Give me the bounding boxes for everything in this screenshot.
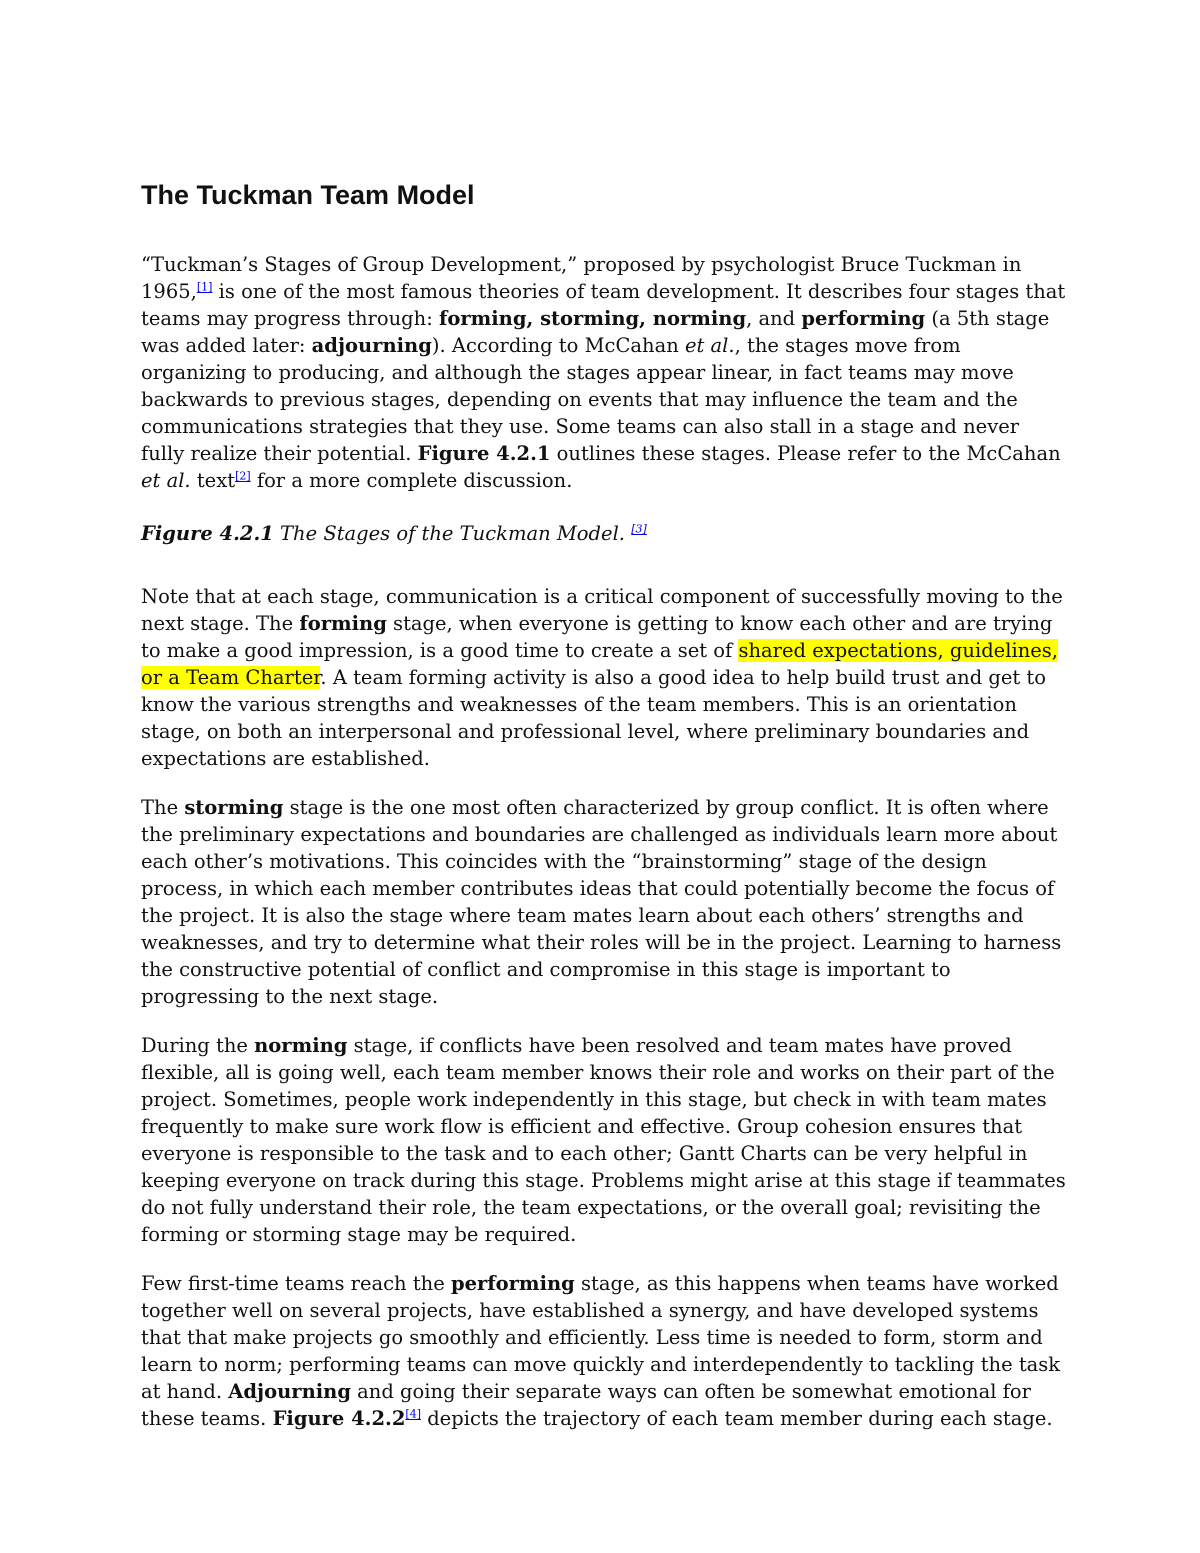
forming-text-1: Note that at each stage, communication is a critical component of successfully moving to the next stage. The [141, 585, 1063, 635]
intro-text-6: , the stages move from organizing to producing, and although the stages appear linear, in fact teams may move backwards to previous stages, depending on events that may influence the team and the communications strategies that they use. Some teams can also stall in a stage and never fully realize their potential. [141, 334, 1020, 465]
storming-paragraph [141, 794, 1066, 1010]
forming-bold: forming [299, 612, 387, 635]
performing-paragraph [141, 1270, 1066, 1432]
intro-text-5: ). According to McCahan [431, 334, 685, 357]
forming-text-2: stage, when everyone is getting to know each other and are trying to make a good impression, is a good time to create a set of [141, 612, 1053, 662]
footnote-link-4[interactable]: [4] [405, 1407, 421, 1421]
norming-paragraph [141, 1032, 1066, 1248]
et-al-italic-2: et al. [141, 469, 191, 492]
caption-figure-number: Figure 4.2.1 [141, 522, 274, 545]
performing-bold: performing [801, 307, 926, 330]
performing-text-3: and going their separate ways can often be somewhat emotional for these teams. [141, 1380, 1031, 1430]
norming-text-2: stage, if conflicts have been resolved and team mates have proved flexible, all is going well, each team member knows their role and works on their part of the project. Sometimes, people work independently in this stage, but check in with team mates frequently to make sure work flow is efficient and effective. Group cohesion ensures that everyone is responsible to the task and to each other; Gantt Charts can be very helpful in keeping everyone on track during this stage. Problems might arise at this stage if teammates do not fully understand their role, the team expectations, or the overall goal; revisiting the forming or storming stage may be required. [141, 1034, 1066, 1246]
performing-text-4: depicts the trajectory of each team member during each stage. [421, 1407, 1053, 1430]
document-body [141, 178, 1066, 1454]
forming-paragraph [141, 583, 1066, 772]
adjourning-stage-bold: Adjourning [228, 1380, 351, 1403]
performing-text-1: Few first-time teams reach the [141, 1272, 451, 1295]
figure-422-bold: Figure 4.2.2 [272, 1407, 406, 1430]
highlighted-text: shared expectations, guidelines, or a Team Charter [141, 639, 1059, 689]
storming-text-2: stage is the one most often characterized by group conflict. It is often where the preliminary expectations and boundaries are challenged as individuals learn more about each other’s motivations. This coincides with the “brainstorming” stage of the design process, in which each member contributes ideas that could potentially become the focus of the project. It is also the stage where team mates learn about each others’ strengths and weaknesses, and try to determine what their roles will be in the project. Learning to harness the constructive potential of conflict and compromise in this stage is important to progressing to the next stage. [141, 796, 1062, 1008]
footnote-link-2[interactable]: [2] [235, 469, 251, 483]
forming-text-3: . A team forming activity is also a good idea to help build trust and get to know the various strengths and weaknesses of the team members. This is an orientation stage, on both an interpersonal and professional level, where preliminary boundaries and expectations are established. [141, 666, 1047, 770]
intro-text-1: “Tuckman’s Stages of Group Development,” proposed by psychologist Bruce Tuckman in 1965, [141, 253, 1022, 303]
intro-text-2: is one of the most famous theories of team development. It describes four stages that teams may progress through: [141, 280, 1066, 330]
intro-paragraph [141, 251, 1066, 494]
norming-text-1: During the [141, 1034, 255, 1057]
adjourning-bold: adjourning [311, 334, 432, 357]
footnote-link-1[interactable]: [1] [196, 280, 213, 294]
intro-text-3: , and [746, 307, 802, 330]
intro-text-7: outlines these stages. Please refer to the McCahan [550, 442, 1061, 465]
intro-text-8: text [190, 469, 236, 492]
footnote-link-3[interactable]: [3] [631, 522, 647, 536]
storming-text-1: The [141, 796, 185, 819]
caption-text: The Stages of the Tuckman Model. [273, 522, 626, 545]
figure-ref-bold: Figure 4.2.1 [417, 442, 551, 465]
intro-text-9: for a more complete discussion. [250, 469, 573, 492]
performing-text-2: stage, as this happens when teams have worked together well on several projects, have established a synergy, and have developed systems that that make projects go smoothly and efficiently. Less time is needed to form, storm and learn to norm; performing teams can move quickly and interdependently to tackling the task at hand. [141, 1272, 1061, 1403]
storming-bold: storming [184, 796, 284, 819]
performing-stage-bold: performing [450, 1272, 575, 1295]
page-title: The Tuckman Team Model [141, 180, 475, 210]
et-al-italic: et al. [684, 334, 735, 357]
stages-bold: forming, storming, norming [438, 307, 747, 330]
intro-text-4: (a 5th stage was added later: [141, 307, 1050, 357]
norming-bold: norming [254, 1034, 348, 1057]
figure-caption [141, 520, 1066, 547]
